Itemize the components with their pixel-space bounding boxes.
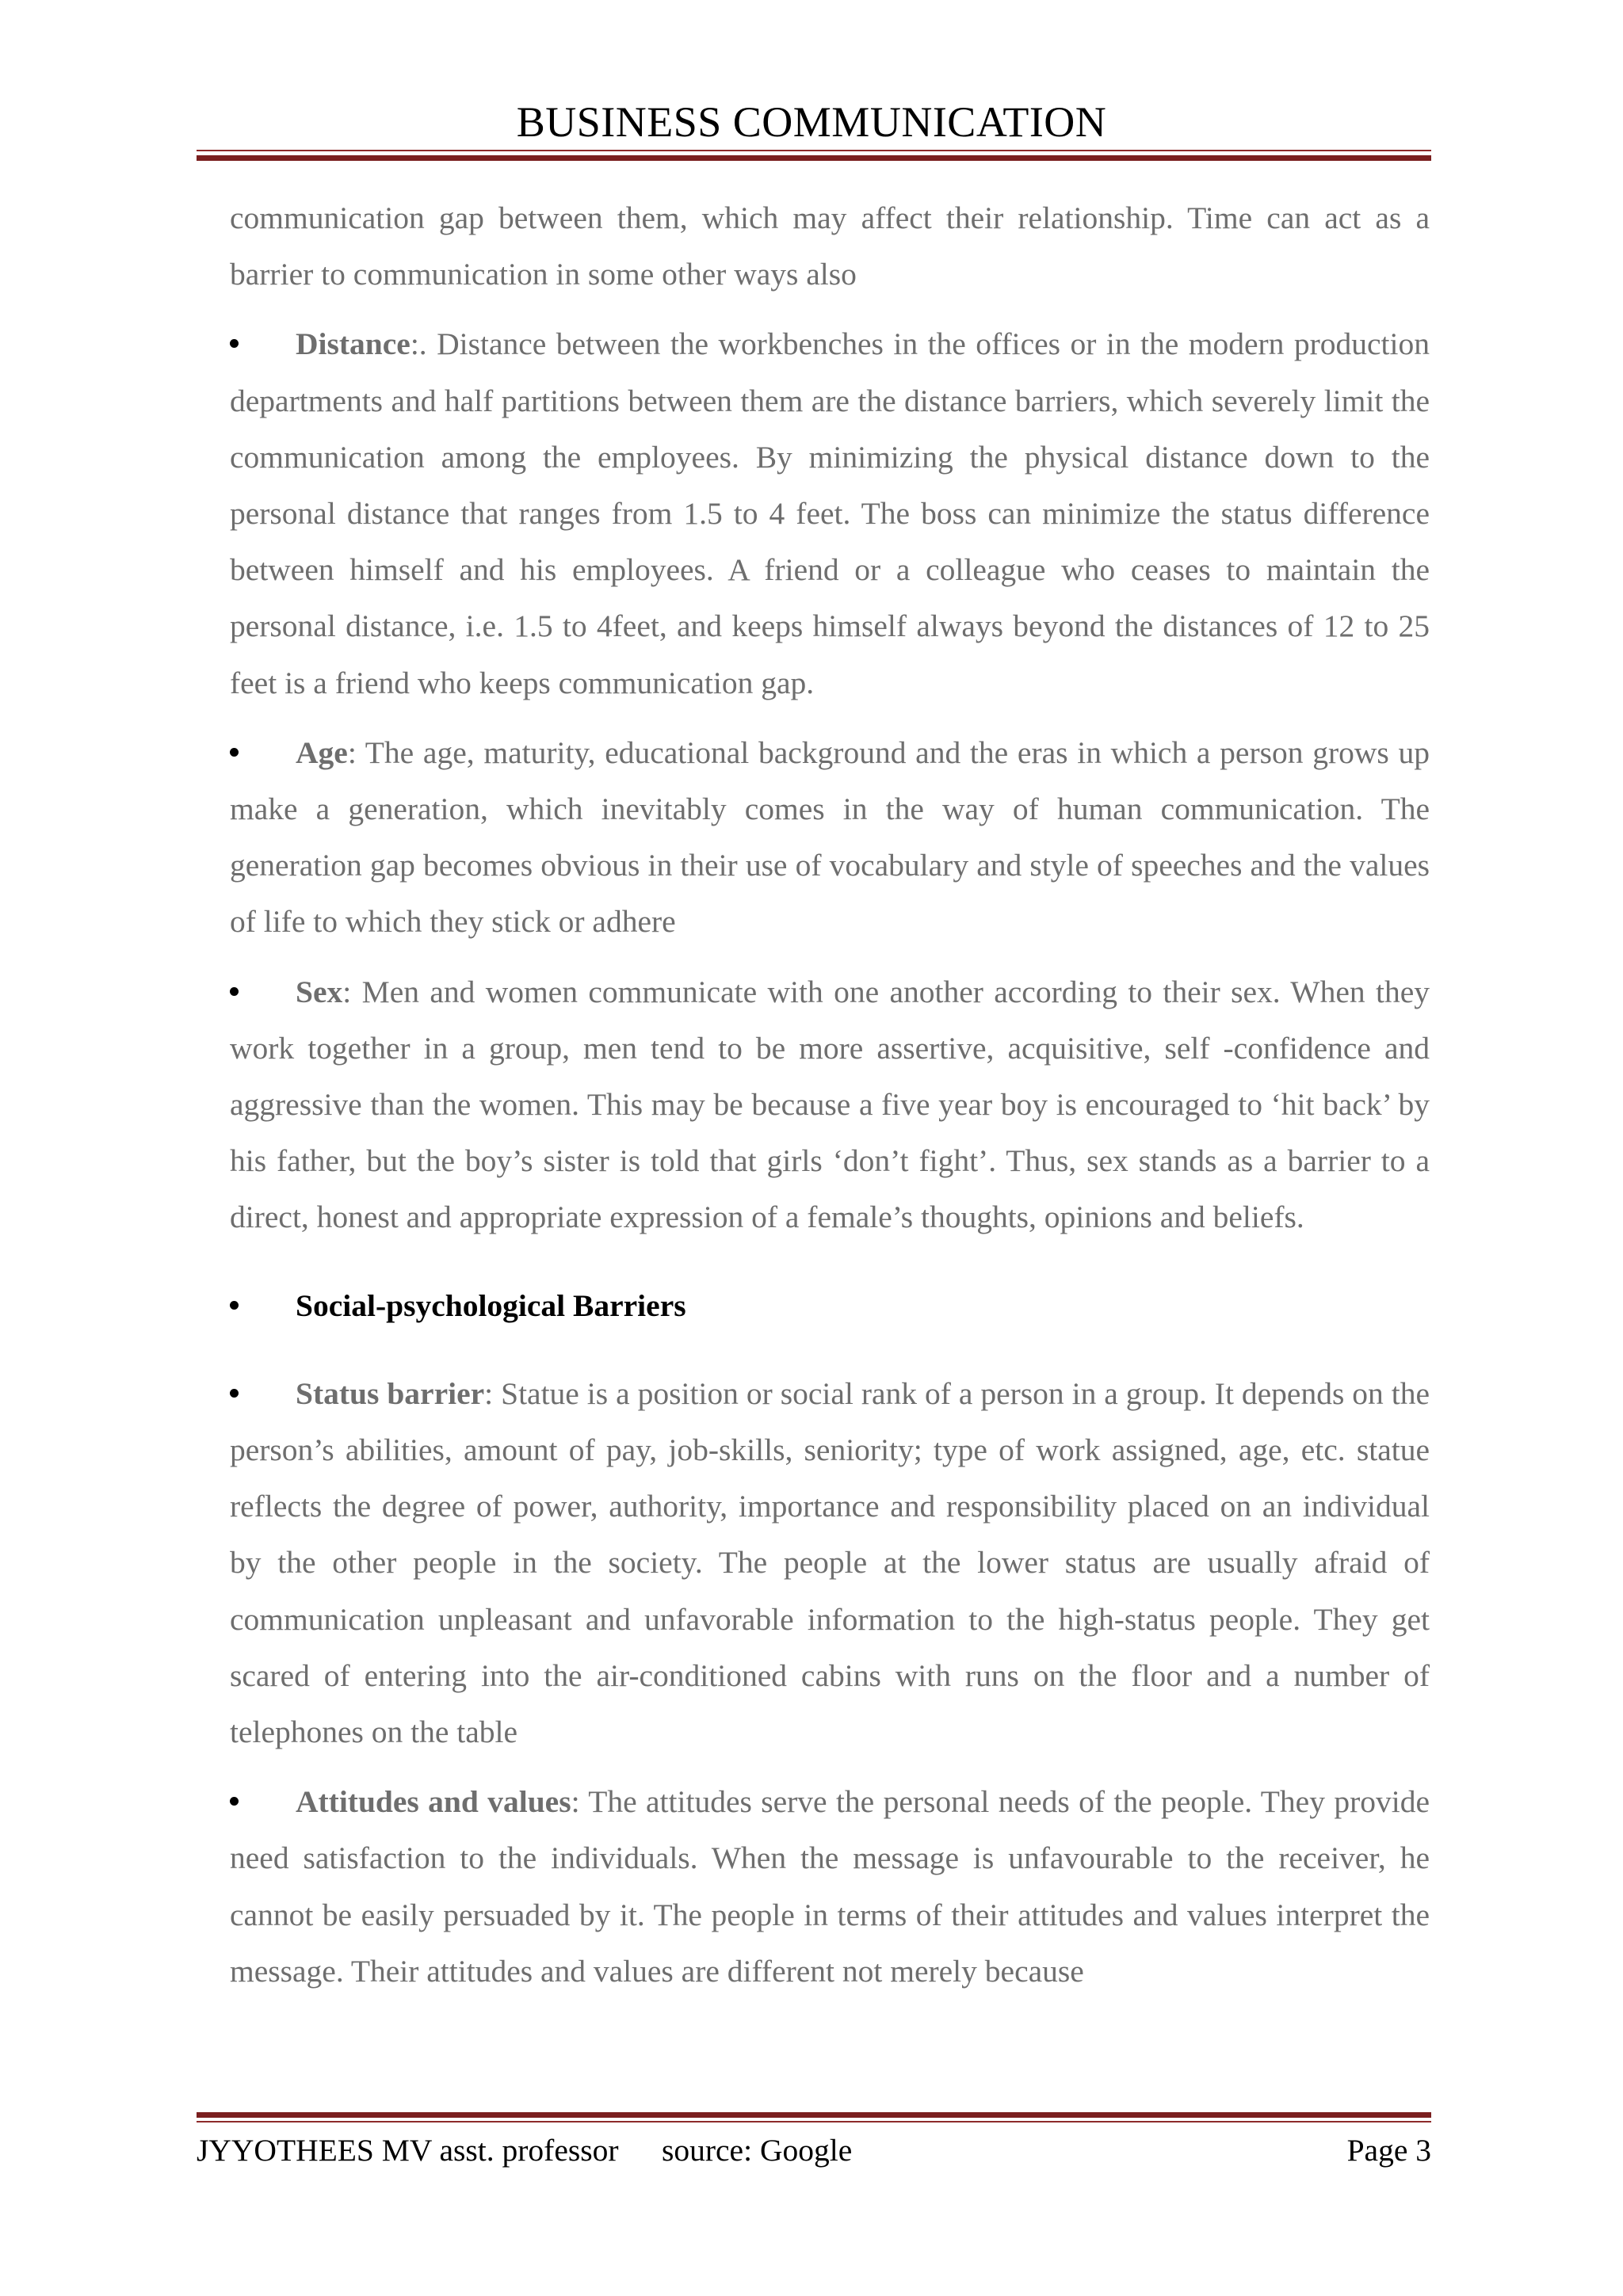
bullet-term: Age xyxy=(296,734,348,770)
bullet-dot-icon xyxy=(230,1797,239,1806)
bullet-item-sex xyxy=(230,964,1430,1246)
intro-paragraph: communication gap between them, which may affect their relationship. Time can act as a barrier to communication in some other ways also xyxy=(230,200,1430,292)
header-rule-thick xyxy=(197,155,1431,161)
bullet-text: Statue is a position or social rank of a person in a group. It depends on the person’s abilities, amount of pay, job-skills, seniority; type of work assigned, age, etc. statue reflects the degree of power, authority, importance and responsibility placed on an individual by the other people in the society. The people at the lower status are usually afraid of communication unpleasant and unfavorable information to the high-status people. They get scared of entering into the air-conditioned cabins with runs on the floor and a number of telephones on the table xyxy=(230,1375,1430,1750)
bullet-text: The attitudes serve the personal needs of the people. They provide need satisfaction to the individuals. When the message is unfavourable to the receiver, he cannot be easily persuaded by it. The people in terms of their attitudes and values interpret the message. Their attitudes and values are different not merely because xyxy=(230,1784,1430,1989)
bullet-separator: : xyxy=(347,734,365,770)
bullet-separator: : xyxy=(484,1375,502,1411)
bullet-dot-icon xyxy=(230,987,239,996)
footer-source: source: Google xyxy=(662,2133,853,2168)
section-heading-text: Social-psychological Barriers xyxy=(296,1287,686,1323)
footer-page-number: 3 xyxy=(1415,2133,1431,2168)
bullet-dot-icon xyxy=(230,339,239,348)
bullet-separator: : xyxy=(571,1784,589,1820)
bullet-text: The age, maturity, educational background and the eras in which a person grows up make a generation, which inevitably comes in the way of human communication. The generation gap becomes obvious in their use of vocabulary and style of speeches and the values of life to which they stick or adhere xyxy=(230,734,1430,940)
footer-author: JYYOTHEES MV asst. professor xyxy=(197,2133,619,2168)
bullet-dot-icon xyxy=(230,748,239,757)
footer-rule-thick xyxy=(197,2112,1431,2118)
bullet-text: Distance between the workbenches in the offices or in the modern production departments and half partitions between them are the distance barriers, which severely limit the communication among the employees. By minimizing the physical distance down to the personal distance that ranges from 1.5 to 4 feet. The boss can minimize the status difference between himself and his employees. A friend or a colleague who ceases to maintain the personal distance, i.e. 1.5 to 4feet, and keeps himself always beyond the distances of 12 to 25 feet is a friend who keeps communication gap. xyxy=(230,326,1430,700)
page-header-title: BUSINESS COMMUNICATION xyxy=(516,98,1107,146)
bullet-separator: : xyxy=(342,974,362,1009)
footer-page-label: Page xyxy=(1346,2133,1416,2168)
bullet-term: Attitudes and values xyxy=(296,1784,571,1820)
bullet-term: Status barrier xyxy=(296,1375,485,1411)
bullet-dot-icon xyxy=(230,1389,239,1398)
bullet-term: Distance xyxy=(296,326,411,362)
section-heading xyxy=(230,1278,1430,1334)
bullet-dot-icon xyxy=(230,1301,239,1310)
bullet-item-age xyxy=(230,725,1430,951)
bullet-item-attitudes-values xyxy=(230,1774,1430,2000)
bullet-item-status-barrier xyxy=(230,1366,1430,1760)
header-rule-thin xyxy=(197,150,1431,151)
bullet-term: Sex xyxy=(296,974,343,1009)
bullet-item-distance xyxy=(230,316,1430,711)
footer-page-indicator xyxy=(1347,2128,1431,2172)
bullet-separator: :. xyxy=(410,326,437,362)
footer-rule-thin xyxy=(197,2121,1431,2122)
bullet-text: Men and women communicate with one another according to their sex. When they work together in a group, men tend to be more assertive, acquisitive, self -confidence and aggressive than the women. This may be because a five year boy is encouraged to ‘hit back’ by his father, but the boy’s sister is told that girls ‘don’t fight’. Thus, sex stands as a barrier to a direct, honest and appropriate expression of a female’s thoughts, opinions and beliefs. xyxy=(230,974,1430,1235)
document-body xyxy=(230,190,1430,2000)
